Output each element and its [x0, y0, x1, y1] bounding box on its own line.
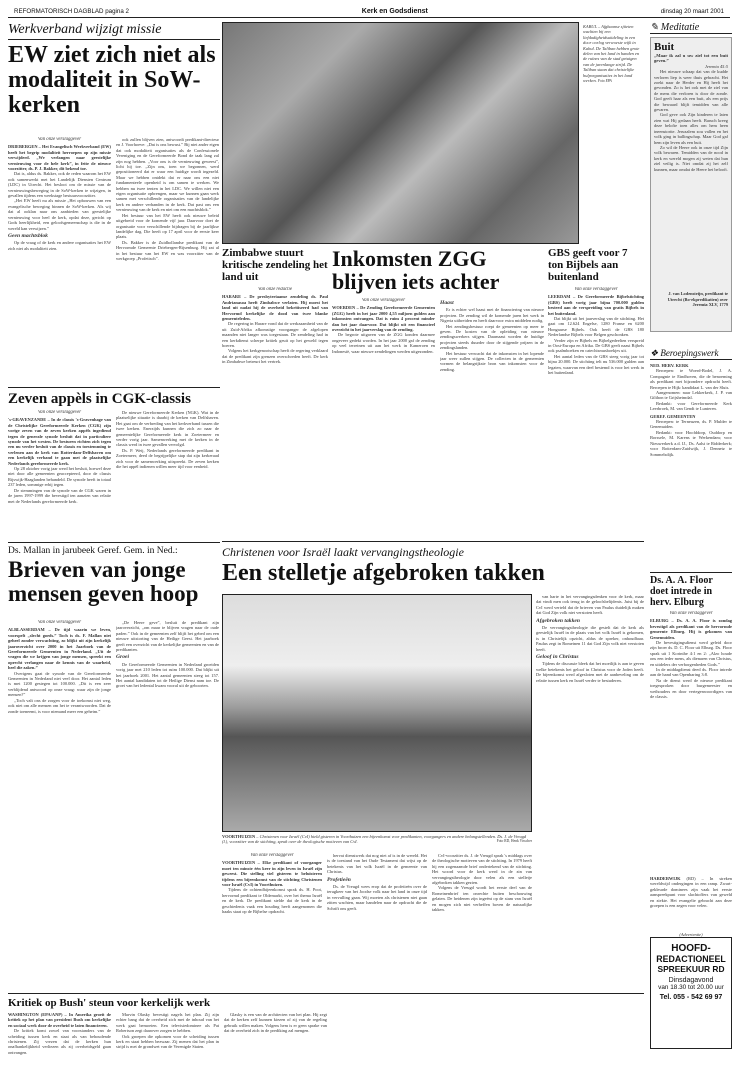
lead-text: WOERDEN – De Zending Gereformeerde Gemeenten (ZGG) heeft in het jaar 2000 4,55 miljoen gulden aan inkomsten ontvangen. Dat is ruim 4 procent minder dan het jaar daarvoor. Dat blijkt uit een financieel overzicht in het jaarverslag van de zending.	[332, 305, 435, 333]
article-zgg-col1	[332, 298, 435, 538]
body-text: Marvin Olasky bevestigt nagels het plan. Zij zijn echter bang dat de overheid zich met de inhoud van het werk gaat bemoeien. Een televisiedominee als Pat Robertson zegt daarover zorgen te hebben.	[116, 1012, 219, 1034]
article-bush-col3	[224, 1012, 327, 1060]
brief-label: HARDERWIJK	[650, 876, 681, 881]
lead-text: ALBLASSERDAM – De tijd waarin we leven, voorspelt „slecht goeds.” Toch is ds. F. Mallan niet geheel zonder verwachting, zo blijkt uit zijn kerkelijk jaaroverzicht over 2000 in het Jaarboek van de Gereformeerde Gemeenten in Nederland. „Uit de vragen die we krijgen van jonge mensen, spreekt een oprecht verlangen naar de kennis van de waarheid, heel die zaken.”	[8, 627, 111, 671]
correspondent: Van onze verslaggever	[361, 298, 406, 303]
article-bush-col2	[116, 1012, 219, 1060]
brief-text: (RD) – In streken wereldwijd ondergingen in een ramp. Zwart-gekleurde dominees zijn vaak het eerste aanspreekpunt voor slachtoffers van geweld en ziekte. Het evangelie gebracht aan deze groepen is een zegen voor velen.	[650, 876, 732, 909]
body-text: Overigens gaat de synode van de Gereformeerde Gemeenten in Nederland niet veel door. Het aantal leden is met 1200 gestegen tot 100.000. „Dit is een zeer verblijdend antwoord op onze vraag: waar zijn de jonge mensen?”	[8, 670, 111, 698]
meditatie-column	[650, 22, 732, 342]
body-text: God geve ook Zijn kinderen te laten zien wat Hij gedaan heeft. Baruch kreeg deze belofte toen alles om hem heen ineenstortte. Jeruzalem zou vallen en het volk ging in ballingschap. Maar God gaf hem zijn leven als een buit.	[654, 112, 728, 145]
body-text: Het aantal leden van de GBS steeg vorig jaar tot bijna 20.000. De stichting telt nu 536.000 gulden aan legaten, waarvan een deel bestemd is voor het werk in het buitenland.	[548, 353, 644, 376]
lead-text: ELBURG – Ds. A. A. Floor is zondag bevestigd als predikant van de hervormde gemeente Elburg. Hij is gekomen van Genemuiden.	[650, 618, 732, 640]
correspondent: Van onze verslaggever	[37, 620, 82, 625]
article-cgk-col2	[116, 410, 219, 538]
article-zgg-title: Inkomsten ZGG blijven iets achter	[332, 246, 500, 294]
subhead: Haast	[440, 300, 454, 306]
correspondent: Van onze verslaggever	[574, 287, 618, 292]
body-text: Het zendingsbestuur roept de gemeenten op meer te geven. De kosten van de opleiding van nieuwe zendingswerkers stijgen. Daarnaast worden de huidige projecten steeds duurder door de stijgende prijzen in de zendingslanden.	[440, 323, 544, 351]
ad-phone: Tel. 055 - 542 69 97	[659, 994, 723, 1002]
body-text: „De Heere geve”, besluit de predikant zijn jaaroverzicht, „om maar te blijven vragen naar de oude paden.” Ook in de gemeenten zelf blijft het gebed om een nieuwe uitstorting van de Heilige Geest. Het jaarboek geeft een overzicht van de kerkelijke gemeenten en van de predikanten.	[116, 620, 219, 653]
body-text: Na de dienst werd de nieuwe predikant toegesproken door burgemeester en wethouders en door vertegenwoordigers van de classis.	[650, 677, 732, 700]
page-header	[8, 6, 730, 18]
correspondent: Van onze redactie	[258, 287, 292, 292]
body-text: In de middagdienst deed ds. Floor intrede aan de hand van Openbaring 3:8.	[650, 667, 732, 678]
article-israel	[222, 541, 644, 586]
body-text: Het bestuur van het EW heeft ook nieuwe beleid uitgebreid voor de komende vijf jaar. Daarvoor doet de organisatie voor verschillende bijdragen bij de jaarlijkse landelijke dag. Die heeft op 17 april voor de eerste keer plaats.	[116, 212, 219, 240]
article-cgk-title: Zeven appèls in CGK-classis	[8, 391, 191, 407]
ad-label: (Advertentie)	[679, 932, 703, 937]
article-mallan-col2	[116, 620, 219, 988]
article-bush	[8, 993, 644, 1009]
body-text: Tijdens de discussie bleek dat het moeilijk is aan te geven welke betekenis het geloof in Christus voor de Joden heeft. De bijeenkomst werd afgesloten met de aanbeveling om de relatie tussen kerk en Israël verder te bestuderen.	[536, 661, 644, 683]
ad-line: SPREEKUUR RD	[657, 964, 725, 975]
body-text: „Toch valt ons de zorgen voor de toekomst niet weg, ook niet om alle mensen om het te verantwoorden. Dat de zonde toeneemt, is voor niemand meer een geheim.”	[8, 697, 111, 714]
body-text: De Gereformeerde Gemeenten in Nederland groeiden vorig jaar met 210 leden tot ruim 100.000. Dat blijkt uit het jaarboek 2001. Het aantal gemeenten steeg tot 157. Het aantal kandidaten tot de Heilige Dienst nam toe. De groei van het ledental kwam vooral uit de geboorten.	[116, 661, 219, 689]
body-text: Zo wil de Heere ook in onze tijd Zijn volk bewaren. Temidden van de nood in kerk en wereld mogen zij weten dat hun ziel veilig is. Niet omdat zij het zelf kunnen, maar omdat de Heere het belooft.	[654, 144, 728, 172]
body-text: Ook groepen die opkomen voor de scheiding tussen kerk en staat hebben bezwaar. Zij menen dat het plan in strijd is met de grondwet van de Verenigde Staten.	[116, 1033, 219, 1050]
article-israel-col1	[222, 853, 322, 989]
body-text: Beroepen: te Terneuzen, ds. P. Mulder te Genemuiden.	[650, 419, 732, 430]
subhead: Groei	[116, 654, 130, 661]
article-mallan	[8, 542, 220, 606]
correspondent: Van onze verslaggever	[37, 410, 82, 415]
article-ew-kicker: Werkverband wijzigt missie	[8, 22, 220, 40]
lead-text: DRIEBERGEN – Het Evangelisch Werkverband (EW) heeft het begrip modaliteit herroepen op zijn missie verwijderd. „We verlangen naar geestelijke vernieuwing voor de hele kerk”, in feite de nieuwe voorzitter, ds. P. J. Bakker, dit bekend toe.	[8, 144, 111, 172]
article-zimbabwe	[222, 247, 328, 537]
subhead: Profetieën	[327, 876, 351, 883]
article-bush-col1	[8, 1012, 111, 1060]
book-icon: ✎	[650, 22, 659, 33]
article-gbs-title: GBS geeft voor 7 ton Bijbels aan buitenland	[548, 247, 628, 283]
article-ew-title: EW ziet zich niet als modaliteit in SoW-kerken	[8, 42, 216, 118]
subhead: Geloof in Christus	[536, 654, 579, 661]
body-text: Dat is, aldus ds. Bakker, ook de reden waarom het EW ook samenwerkt met het Landelijk Diensten Centrum (LDC) in Utrecht. Het besloot om de missie van de vernieuwingsbeweging in de SoW-kerken te wijzigen, in gevallen tijdens een weekstage bestuursvoorzitter.	[8, 171, 111, 199]
lead-text: LEERDAM – De Gereformeerde Bijbelstichting (GBS) heeft vorig jaar bijna 700.000 gulden besteed aan de verspreiding van gratis Bijbels in het buitenland.	[548, 294, 644, 316]
body-text: Bedankt: voor Gereformeerde Kerk Leerbroek, M. van Gendt te Lunteren.	[650, 400, 732, 412]
body-text: Verder zijn er Bijbels en Bijbelgedeelten verspreid in Oost-Europa en Afrika. De GBS geeft naast Bijbels ook psalmboeken en catechismusboekjes uit.	[548, 337, 644, 354]
correspondent: Van onze verslaggever	[669, 611, 713, 616]
article-floor	[650, 572, 732, 872]
photo-credit: Foto RD, Henk Visscher	[496, 839, 532, 844]
body-text: Aangenomen: naar Lekkerkerk, J. P. van Gilthon te Grijsheimdal.	[650, 390, 732, 401]
brief-harderwijk	[650, 876, 732, 928]
article-cgk-col1	[8, 410, 111, 538]
meditatie-head: ✎ Meditatie	[650, 22, 732, 34]
body-text: Op 28 oktober vorig jaar werd het besluit, hoewel deze niet door alle gemeenten geaccepteerd, door de classis Rijswijk-Haaglanden behandeld. De synode heeft in totaal 237 leden, sommige erbij tegen.	[8, 466, 111, 488]
correspondent: Van onze verslaggever	[37, 137, 82, 142]
body-text: Ds. P. Weij, Nederlands gereformeerde predikant in Zoetermeer, deed de begrijpelijke stap dat zijn kerkeraad zich voor de samenwerking uitspreekt. De zeven kerken die het appèl indienen willen meer tijd voor eenheid.	[116, 447, 219, 470]
body-text: De bevestigingsdienst werd geleid door zijn broer ds. D. C. Floor uit Elburg. Ds. Floor sprak uit 1 Korinthe 4:1 en 2: „Alzo houde ons een ieder mens, als dienaren van Christus, en uitdelers der verborgenheden Gods.”	[650, 640, 732, 667]
body-text: De regering in Harare vond dat de werkzaamheid van de uit Zuid-Afrika afkomstige voorganger de afgelopen maanden niet langer was toegestaan. De zendeling had in een kerkdienst scherpe kritiek geuit op het geweld tegen boeren.	[222, 321, 328, 349]
body-text: van harte in het vervangingsdenken voor de kerk, maar dat vindt men ook terug in de geloofsbelijdenis. Juist bij de CvI werd verteld dat de brieven van Paulus duidelijk maken dat God Zijn volk niet verstoten heeft.	[536, 594, 644, 616]
cvi-caption	[222, 834, 532, 850]
article-bush-title: Kritiek op Bush' steun voor kerkelijk werk	[8, 997, 211, 1009]
body-text: De nieuwe Gereformeerde Kerken (NGK). Wat in de plaatselijke situatie is daarbij de kerken van Delfshaven. Het gaat om de verbreding van het kerkverband tussen die twee kerken. Enerzijds kunnen die zich zo naar de gemeentelijke Gereformeerde kerk in Zoetermeer en verder vorig jaar. Samenwerking met de kerken in de classis werd in twee gevallen vervolgd.	[116, 410, 219, 448]
lead-text: VOORTHUIZEN – Elke predikant of voorganger moet ten minste één keer in zijn leven in Israël zijn geweest. Die stelling viel gisteren te beluisteren tijdens een bijeenkomst van de stichting Christenen voor Israël (CvI) in Voorthuizen.	[222, 860, 322, 888]
body-text: Op de vraag of de kerk en andere organisaties het EW zich niet als modaliteit zien.	[8, 240, 111, 251]
article-israel-col3	[432, 853, 532, 989]
body-text: Bedankt: voor Hoofddorp, Ouddorp en Borssele, M. Karens te Werkendam; voor Nieuwerkerk a.d. IJ., Ds. Aalst te Ridderkerk; voor Rotterdam-Zuidwijk, J. Dennetz te Sommelsdijk.	[650, 429, 732, 457]
article-israel-col2	[327, 853, 427, 989]
article-mallan-title: Brieven van jonge mensen geven hoop	[8, 557, 199, 606]
body-text: hervat dienstwerk dat nog niet af is in de wereld. Het is de toestand van het Oude Testament dat wijst op de betekenis van het volk Israël in de gemeente van Christus.	[327, 853, 427, 875]
kabul-photo	[222, 22, 579, 244]
body-text: Ds. de Vreugd wees erop dat de profetieën over de terugkeer van het Joodse volk naar het land in onze tijd in vervulling gaan. Wij moeten als christenen niet gaan zitten wachten, maar handelen naar de opdracht die de Schrift ons geeft.	[327, 884, 427, 911]
subhead: Afgebroken takken	[536, 617, 580, 624]
article-floor-title: Ds. A. A. Floor doet intrede in herv. Elburg	[650, 575, 713, 608]
church-heading: GEREF. GEMEENTEN	[650, 413, 696, 419]
article-zgg	[332, 247, 544, 293]
body-text: De begrote uitgaven van de ZGG konden daarmee ongeveer gedekt worden. In het jaar 2000 gaf de zending op veel terreinen uit aan het werk in Kameroen en Indonesië, waar nieuwe zendelingen werden uitgezonden.	[332, 332, 435, 354]
body-text: Volgens het kerkgenootschap heeft de regering verklaard dat de predikant zijn grenzen overschreden heeft. De kerk in Zimbabwe betreurt het vertrek.	[222, 348, 328, 365]
body-text: Ds. Bakker is de Zuidhollandse predikant van de Hervormde Gemeente Driebergen-Rijsenburg. Hij zat al in het bestuur van het EW en was voorzitter van de werkgroep „Profetisch”.	[116, 239, 219, 261]
cvi-meeting-photo	[222, 594, 532, 832]
body-text: Het nieuwe schaap dat van de kudde verloren liep is weer thuis gebracht. Het zoekt naar de Herder en Hij heeft het gevonden. Zo is het ook met de ziel van de mens die verloren is door de zonde. God geeft haar als een buit, als een prijs die bewaard blijft temidden van alle gevaren.	[654, 69, 728, 113]
article-gbs	[548, 247, 644, 537]
caption-lead: VOORTHUIZEN	[222, 834, 256, 839]
body-text: Er is echter wel haast met de financiering van nieuwe projecten. De zending wil de komende jaren het werk in Nigeria uitbreiden en heeft daarvoor extra middelen nodig.	[440, 307, 544, 324]
body-text: Dat blijkt uit het jaarverslag van de stichting. Het gaat om 12.624 Engelse, 1280 Franse en 6200 Hongaarse Bijbels. Ook heeft de GBS 180 Nederlandse Bijbels voor Belgen geschonken.	[548, 316, 644, 338]
ad-line: HOOFD-	[671, 943, 711, 955]
body-text: Volgens de Vreugd wordt het eerste deel van de Romeinenbrief ten onrechte buiten beschouwing gelaten. De heidenen zijn ingeënt op de stam van Israël en mogen zich niet verheffen boven de natuurlijke takken.	[432, 885, 532, 913]
body-text: Het bestuur verwacht dat de inkomsten in het lopende jaar weer zullen stijgen. De collecten in de gemeenten vormen de belangrijkste bron van inkomsten voor de zending.	[440, 350, 544, 372]
ad-line: REDACTIONEEL	[656, 954, 726, 965]
article-zimbabwe-title: Zimbabwe stuurt kritische zendeling het land uit	[222, 247, 328, 283]
meditatie-title: Buit	[654, 41, 675, 53]
caption-text: – Christenen voor Israël (CvI) hield gisteren in Voorthuizen een bijeenkomst voor predikanten, voorgangers en andere belangstellenden. Ds. J. de Vreugd (l.), voorzitter van de stichting, sprak over de theologische motieven van CvI.	[222, 834, 527, 845]
header-date: dinsdag 20 maart 2001	[660, 8, 724, 15]
lead-text: 's-GRAVENZANDE – In de classis 's-Gravenhage van de Christelijke Gereformeerde Kerken (CGK) zijn vorige zeven van de zeven kerken appèls ingediend tegen de generale synode besluit dat in particuliere synode van het westen. De besturen richten zich tegen een nu verder besluit van de classis en toestemming te verlenen aan de kerk van Rotterdam-Delfshaven om een kerkelijk verband te gaan met de plaatselijke Nederlands gereformeerde kerk.	[8, 417, 111, 466]
article-ew-col2	[116, 137, 219, 377]
article-ew-col1	[8, 137, 111, 377]
meditatie-text: „Maar ik zal u uw ziel tot een buit geven.”	[654, 53, 728, 64]
advertisement	[650, 932, 732, 1058]
article-israel-title: Een stelletje afgebroken takken	[222, 560, 545, 586]
article-zgg-col2	[440, 298, 544, 538]
lead-text: HARARE – De presbyteriaanse zendeling ds. Paul Andrianasoa heeft Zimbabwe verlaten. Hij moest het land uit nadat hij de overheid bekritiseerd had van Hervormd kerkelijke de dood van twee blanke gemeenteleden.	[222, 294, 328, 322]
correspondent: Van onze verslaggever	[250, 853, 294, 858]
article-cgk	[8, 387, 220, 408]
article-israel-col4	[536, 594, 644, 989]
body-text: Glasky is een van de architecten van het plan. Hij zegt dat de kerken zelf kunnen kiezen of zij van de regeling gebruik willen maken. Volgens hem is er geen sprake van dat de overheid zich in de prediking zal mengen.	[224, 1012, 327, 1034]
ad-line: van 18.30 tot 20.00 uur	[658, 984, 724, 992]
caption-text: KABUL – Afghaanse sjiieten wachten bij een liefdadigheidsuitdeling in een door oorlog verwoeste wijk in Kabul. De Taliban hebben grote delen van het land in handen en de ruïnes van de stad getuigen van de jarenlange strijd. De Taliban staan dat christelijke hulporganisaties in het land werken.	[583, 24, 640, 84]
body-text: De stemmingen van de synode van de CGK waren in de jaren 1997-1999 die bevestigd ten aanzien van relatie met de Nederlands gereformeerde kerk.	[8, 487, 111, 504]
body-text: „Het EW heeft nu als missie „Het opbouwen van een evangelische beweging binnen de SoW-kerken. Als wij dat al ooklan naar ons aanbieden van geestelijke vernieuwing voor heel de kerk, opdat deze, gericht op Gods heerlijkheid, een geloofsgemeenschap is die in de wereld kan verwijzen.”	[8, 198, 111, 231]
body-text: Beroepen: te Woerd-Bodel, J. A. Compagnie te Eindhoven, die de benoeming als predikant met bijzondere opdracht heeft. Beroepen te Hijk: kandidaat L. van der Sluis.	[650, 368, 732, 390]
kabul-caption	[583, 24, 641, 240]
body-text: CvI-voorzitter ds. J. de Vreugd sprak 's middags over de theologische motieven van de stichting. In 1979 heeft hij een zogenaamde brief ondertekend van de stichting. Het woord voor de kerk werd in de zin van vervangingstheologie door velen als een stelletje afgebroken takken gezien.	[432, 853, 532, 886]
body-text: ook zullen blijven zien, antwoordt predikant-directeur en J. Voorhoeve: „Dat is ons bewust.” Bij niet ander eigen dat ook modaliteit organisaties als de Confessionele Vereniging en de Gereformeerde Bond de taak lang zal zijn nog hebben. „Voor ons is de vernieuwing geweest”, licht hij toe. „Zijn ons, toen we begonnen, werd gepositioneerd dat er waar een huidige wordt ingezeld. Maar we hebben ontdekt dat er naar ons een niet fundamenteele openheid is om samen te werken. We hebben nu twee tenten in het LDC. We willen niet een eigen organisatie opbrengen, maar we kunnen gaan werk samen met verschillende organisaties van de landelijke kerk en andere verbanden in de kerk. Dat past ons een vernieuwing van de kerk en niet om een machtsblok.”	[116, 137, 219, 213]
header-left: REFORMATORISCH DAGBLAD pagina 2	[14, 8, 129, 15]
meditatie-author: J. van Lodensteijn, predikant te Utrecht (Bo-ekpredikatien) over Jeremia XLV, 1779	[667, 291, 728, 308]
photo-credit: Foto EPA	[597, 79, 612, 84]
article-mallan-col1	[8, 620, 111, 988]
lead-text: WASHINGTON (EPA/ANP) – In Amerika groeit de kritiek op het plan van president Bush om kerkelijke en sociaal werk door de overheid te laten financieren.	[8, 1012, 111, 1028]
beroepingswerk-column	[650, 348, 732, 568]
body-text: Tijdens de ochtendbijeenkomst sprak ds. H. Poot, hervormd predikant te Oldemarkt, over het thema Israël en de kerk. De predikant stelde dat de kerk in de geschiedenis vaak een houding heeft aangenomen die haaks staat op de Bijbelse opdracht.	[222, 887, 322, 915]
section-title: Kerk en Godsdienst	[361, 8, 428, 15]
article-israel-kicker: Christenen voor Israël laakt vervangingstheologie	[222, 545, 464, 559]
meditatie-ref: Jeremia 45:5	[704, 63, 728, 69]
speech-icon: ❖	[650, 348, 659, 358]
body-text: De vervangingstheologie die gestelt dat de kerk als geestelijk Israël in de plaats van het volk Israël is gekomen, is in Christelijk opzicht, aldus de spreker, onhoudbaar. Paulus zegt in Romeinen 11 dat God Zijn volk niet verstoten heeft.	[536, 625, 644, 652]
ad-line: Dinsdagavond	[668, 977, 714, 985]
beroepingswerk-head: ❖ Beroepingswerk	[650, 348, 732, 360]
article-mallan-kicker: Ds. Mallan in jarubeek Geref. Gem. in Ned.:	[8, 546, 178, 556]
subhead: Geen machtsblok	[8, 232, 48, 239]
church-heading: NED. HERV. KERK	[650, 363, 689, 368]
body-text: De kritiek komt zowel van voorstanders van de scheiding tussen kerk en staat als van behoudende christenen. Zij vrezen dat de kerken hun onafhankelijkheid verliezen als zij overheidsgeld gaan ontvangen.	[8, 1028, 111, 1055]
